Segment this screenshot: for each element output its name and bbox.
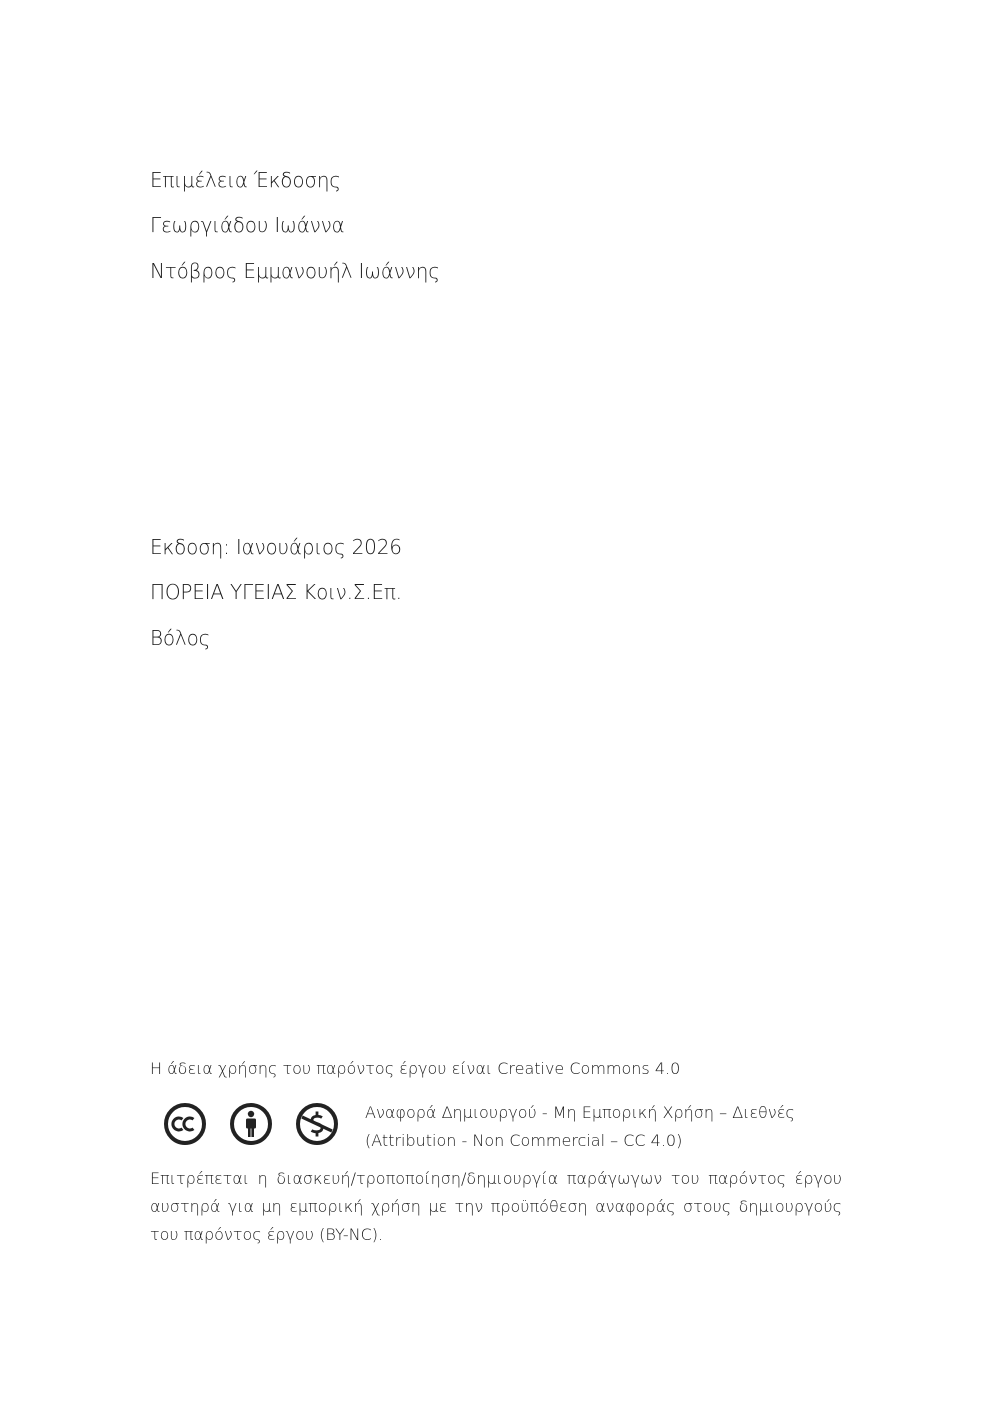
license-description: Επιτρέπεται η διασκευή/τροποποίηση/δημιουργία παράγωγων του παρόντος έργου αυστηρά για μη εμπορική χρήση με την προϋπόθεση αναφοράς στους δημιουργούς του παρόντος έργου (BY-NC). — [150, 1169, 842, 1244]
publisher-name: ΠΟΡΕΙΑ ΥΓΕΙΑΣ Κοιν.Σ.Επ. — [150, 580, 402, 604]
nc-non-commercial-icon — [295, 1102, 339, 1146]
edition-date: Εκδοση: Ιανουάριος 2026 — [150, 535, 402, 559]
editors-heading: Επιμέλεια Έκδοσης — [150, 168, 341, 192]
creative-commons-badges — [163, 1102, 339, 1146]
editor-name: Γεωργιάδου Ιωάννα — [150, 213, 345, 237]
by-attribution-icon — [229, 1102, 273, 1146]
license-intro: Η άδεια χρήσης του παρόντος έργου είναι Creative Commons 4.0 — [150, 1059, 681, 1078]
license-name-english: (Attribution - Non Commercial – CC 4.0) — [365, 1131, 683, 1150]
publication-city: Βόλος — [150, 626, 211, 650]
cc-icon — [163, 1102, 207, 1146]
license-name-greek: Αναφορά Δημιουργού - Μη Εμπορική Χρήση – Διεθνές — [365, 1103, 795, 1122]
editor-name: Ντόβρος Εμμανουήλ Ιωάννης — [150, 259, 440, 283]
license-name — [365, 1099, 795, 1155]
